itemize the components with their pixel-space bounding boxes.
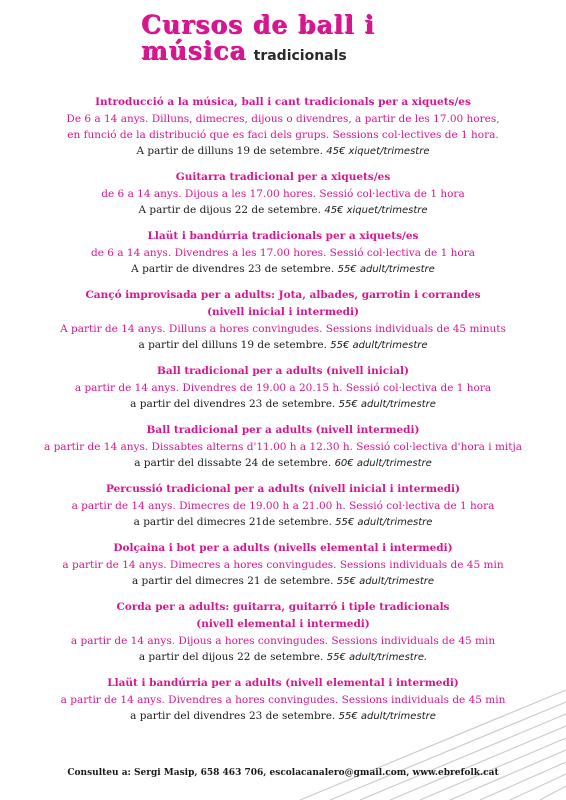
course-item bbox=[0, 540, 566, 590]
course-start-date: a partir del dissabte 24 de setembre. bbox=[134, 457, 332, 469]
course-list bbox=[0, 94, 566, 734]
course-start bbox=[0, 396, 566, 413]
course-description: a partir de 14 anys. Dijous a hores convingudes. Sessions individuals de 45 min bbox=[70, 635, 496, 647]
course-price: 55€ adult/trimestre bbox=[330, 340, 428, 351]
title-line-2 bbox=[142, 38, 472, 70]
course-item bbox=[0, 599, 566, 666]
course-title-level: (nivell elemental i intermedi) bbox=[196, 618, 370, 630]
course-item bbox=[0, 363, 566, 413]
course-description: a partir de 14 anys. Dimecres a hores convingudes. Sessions individuals de 45 min bbox=[62, 559, 504, 571]
course-start-date: A partir de dilluns 19 de setembre. bbox=[136, 145, 323, 157]
course-price: 45€ xiquet/trimestre bbox=[324, 205, 428, 216]
course-start-date: a partir del dimecres 21 de setembre. bbox=[131, 575, 334, 587]
course-item bbox=[0, 675, 566, 725]
title-line-2-pink: música bbox=[142, 37, 248, 66]
course-start bbox=[0, 143, 566, 160]
course-start bbox=[0, 708, 566, 725]
course-start-date: a partir del dijous 22 de setembre. bbox=[138, 651, 324, 663]
course-start bbox=[0, 202, 566, 219]
course-title: Guitarra tradicional per a xiquets/es bbox=[175, 171, 391, 183]
course-description: de 6 a 14 anys. Dijous a les 17.00 hores. Sessió col·lectiva de 1 hora bbox=[101, 188, 465, 200]
course-title: Dolçaina i bot per a adults (nivells elemental i intermedi) bbox=[113, 542, 453, 554]
course-price: 55€ adult/trimestre. bbox=[326, 652, 428, 663]
course-price: 55€ adult/trimestre bbox=[336, 576, 435, 587]
course-price: 55€ adult/trimestre bbox=[338, 711, 436, 722]
course-start bbox=[0, 649, 566, 666]
course-title: Corda per a adults: guitarra, guitarró i tiple tradicionals bbox=[116, 601, 450, 613]
course-start bbox=[0, 337, 566, 354]
course-title: Percussió tradicional per a adults (nivell inicial i intermedi) bbox=[105, 483, 461, 495]
course-title: Ball tradicional per a adults (nivell inicial) bbox=[157, 365, 409, 377]
course-description: De 6 a 14 anys. Dilluns, dimecres, dijous o divendres, a partir de les 17.00 hores, bbox=[66, 113, 500, 125]
title-line-2-dark: tradicionals bbox=[253, 48, 347, 64]
course-title-level: (nivell inicial i intermedi) bbox=[207, 306, 359, 318]
course-title: Cançó improvisada per a adults: Jota, albades, garrotin i corrandes bbox=[85, 289, 481, 301]
course-description: a partir de 14 anys. Dissabtes alterns d'11.00 h a 12.30 h. Sessió col·lectiva d'hora i mitja bbox=[43, 441, 523, 453]
course-item bbox=[0, 169, 566, 219]
course-price: 45€ xiquet/trimestre bbox=[326, 146, 430, 157]
course-description: de 6 a 14 anys. Divendres a les 17.00 hores. Sessió col·lectiva de 1 hora bbox=[91, 247, 475, 259]
course-title: Introducció a la música, ball i cant tradicionals per a xiquets/es bbox=[95, 96, 471, 108]
course-start-date: A partir de dijous 22 de setembre. bbox=[138, 204, 321, 216]
course-start bbox=[0, 261, 566, 278]
course-price: 60€ adult/trimestre bbox=[334, 458, 432, 469]
course-item bbox=[0, 481, 566, 531]
course-start bbox=[0, 455, 566, 472]
course-item bbox=[0, 287, 566, 354]
contact-line: Consulteu a: Sergi Masip, 658 463 706, escolacanalero@gmail.com, www.ebrefolk.cat bbox=[67, 768, 499, 778]
course-start-date: a partir del divendres 23 de setembre. bbox=[130, 710, 336, 722]
course-item bbox=[0, 422, 566, 472]
course-description: A partir de 14 anys. Dilluns a hores convingudes. Sessions individuals de 45 minuts bbox=[60, 323, 506, 335]
course-title: Llaüt i bandúrria tradicionals per a xiquets/es bbox=[147, 230, 419, 242]
course-description: a partir de 14 anys. Divendres a hores convingudes. Sessions individuals de 45 min bbox=[60, 694, 506, 706]
course-price: 55€ adult/trimestre bbox=[335, 517, 433, 528]
course-price: 55€ adult/trimestre bbox=[337, 264, 435, 275]
course-start bbox=[0, 573, 566, 590]
course-description: a partir de 14 anys. Divendres de 19.00 a 20.15 h. Sessió col·lectiva de 1 hora bbox=[74, 382, 492, 394]
course-start-date: a partir del dilluns 19 de setembre. bbox=[138, 339, 327, 351]
course-start-date: A partir de divendres 23 de setembre. bbox=[131, 263, 335, 275]
course-start bbox=[0, 514, 566, 531]
course-description: en funció de la distribució que es faci dels grups. Sessions col·lectives de 1 hora. bbox=[67, 129, 499, 141]
title-line-1: Cursos de ball i bbox=[142, 11, 376, 40]
course-item bbox=[0, 94, 566, 160]
course-start-date: a partir del divendres 23 de setembre. bbox=[130, 398, 336, 410]
course-price: 55€ adult/trimestre bbox=[338, 399, 436, 410]
course-start-date: a partir del dimecres 21de setembre. bbox=[133, 516, 332, 528]
course-description: a partir de 14 anys. Dimecres de 19.00 h a 21.00 h. Sessió col·lectiva de 1 hora bbox=[71, 500, 495, 512]
page-title bbox=[142, 12, 472, 70]
course-title: Ball tradicional per a adults (nivell intermedi) bbox=[146, 424, 420, 436]
course-item bbox=[0, 228, 566, 278]
course-title: Llaüt i bandúrria per a adults (nivell elemental i intermedi) bbox=[107, 677, 459, 689]
